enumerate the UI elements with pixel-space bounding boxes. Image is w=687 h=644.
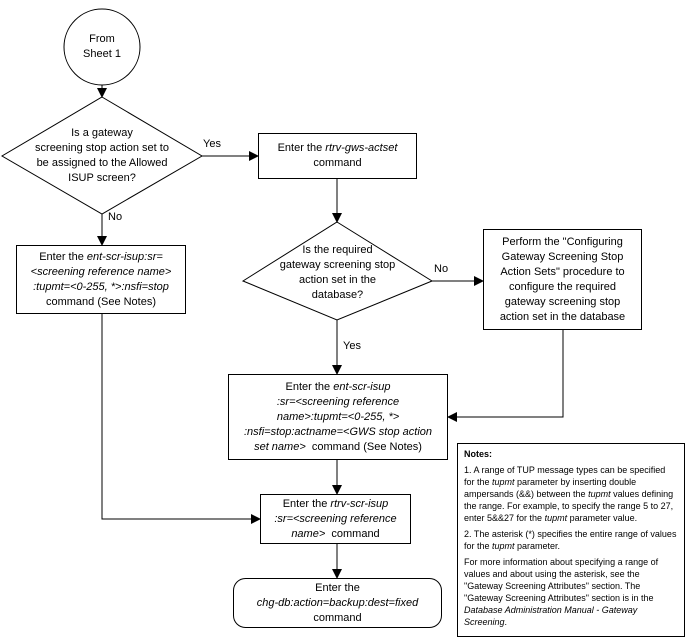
box-configure-text [483,229,642,330]
text-line [283,497,389,512]
box-chg-db-text [233,578,442,628]
text-line [313,611,361,626]
text-segment: tupmt [492,541,515,551]
text-segment: ent-scr-isup [333,380,391,393]
text-line [83,47,121,62]
text-segment: Is the required [302,244,373,256]
text-segment: 2. The asterisk (*) specifies the entire range of values for the [464,529,677,551]
text-segment: Database Administration Manual - Gateway Screening [464,605,638,627]
text-segment: command [313,157,362,169]
text-segment: command [325,527,380,540]
text-line [89,32,115,47]
text-segment: database? [311,289,364,301]
text-segment: Enter the [277,142,326,154]
text-segment: parameter value. [567,513,638,523]
text-segment: command [313,611,362,624]
text-segment: values defining the range. For example, to specify the range 5 to 27, enter 5&&27 for the [464,489,674,523]
text-segment: configure the required [508,280,616,293]
box-ent-scr-isup-actname-text [228,374,448,460]
text-line [502,250,624,265]
text-line [257,596,418,611]
text-segment: Enter the [315,581,360,594]
box-ent-scr-isup-nsfi-text [16,245,186,314]
text-line [313,156,361,171]
text-segment: command (See Notes) [45,295,157,308]
text-segment: parameter by inserting double ampersands (&&) between the [464,477,637,499]
box-rtrv-scr-isup-text [260,494,411,544]
text-segment: Action Sets" procedure to [500,265,625,278]
text-segment: . [504,617,508,627]
text-segment: :nsfi=stop:actname=<GWS stop action [243,425,432,438]
text-segment: Enter the [282,497,331,510]
text-line [500,310,625,325]
decision-2-text [243,222,432,320]
text-segment: parameter. [514,541,561,551]
text-line [500,265,624,280]
text-segment: gateway screening stop [279,259,396,271]
text-line [46,295,156,310]
text-segment: be assigned to the Allowed [36,156,168,169]
text-line [502,235,623,250]
text-segment: name>:tupmt=<0-255, *> [276,410,400,423]
text-segment: <screening reference name> [30,265,172,278]
text-segment: chg-db:action=backup:dest=fixed [256,596,419,609]
text-line [299,273,376,288]
text-segment: name> [291,527,326,540]
text-segment: gateway screening stop [504,295,621,308]
text-segment: Enter the [285,380,334,393]
text-line [35,141,169,156]
note-paragraph [464,464,678,524]
text-line [286,380,391,395]
text-segment: ent-scr-isup:sr= [86,250,163,263]
text-line [254,440,422,455]
text-segment: screening stop action set to [35,141,169,154]
text-segment: ISUP screen? [68,171,136,184]
text-line [68,171,136,186]
text-segment: :tupmt=<0-255, *>:nsfi=stop [33,280,169,293]
text-segment: action set in the [298,274,377,286]
text-segment: Is a gateway [71,126,133,139]
text-segment: :sr=<screening reference [276,395,400,408]
text-line [312,288,363,303]
note-paragraph [464,556,678,628]
edge-label-d2-yes: Yes [343,340,361,352]
notes-title: Notes: [464,449,493,459]
text-segment: From [89,33,115,45]
text-segment: rtrv-gws-actset [325,142,398,154]
note-paragraph [464,528,678,552]
text-segment: tupmt [492,477,515,487]
text-segment: Sheet 1 [83,48,121,60]
text-line [277,410,399,425]
text-line [291,527,379,542]
text-line [277,395,399,410]
edge-label-d1-yes: Yes [203,138,221,150]
box-rtrv-gws-actset-text [258,133,417,179]
text-segment: action set in the database [499,310,626,323]
edge-configure-to-ent [448,330,563,417]
text-line [505,295,621,310]
text-line [274,512,396,527]
decision-1-text [2,97,202,214]
text-segment: Enter the [39,250,87,263]
notes-box [457,443,685,637]
start-connector-text [64,9,140,85]
edge-label-d2-no: No [434,263,449,275]
text-line [31,265,172,280]
text-segment: Gateway Screening Stop [501,250,624,263]
text-line [244,425,432,440]
text-segment: tupmt [544,513,568,523]
text-segment: Perform the "Configuring [502,235,623,248]
edge-label-d1-no: No [108,211,123,223]
text-line [280,258,396,273]
text-segment: :sr=<screening reference [274,512,397,525]
text-segment: set name> [254,440,306,453]
text-line [71,126,133,141]
text-segment: For more information about specifying a range of values and about using the asterisk, see the "Gateway Screening Attributes" section. The "Gateway Screening Attributes" section is in the [464,557,659,603]
text-segment: rtrv-scr-isup [330,497,389,510]
text-segment: command (See Notes) [305,440,422,453]
text-line [278,141,398,156]
text-segment: 1. A range of TUP message types can be specified for the [464,465,666,487]
text-line [33,280,169,295]
text-line [39,250,163,265]
text-line [315,581,360,596]
text-line [509,280,616,295]
text-line [302,243,372,258]
text-segment: tupmt [588,489,611,499]
text-line [37,156,168,171]
